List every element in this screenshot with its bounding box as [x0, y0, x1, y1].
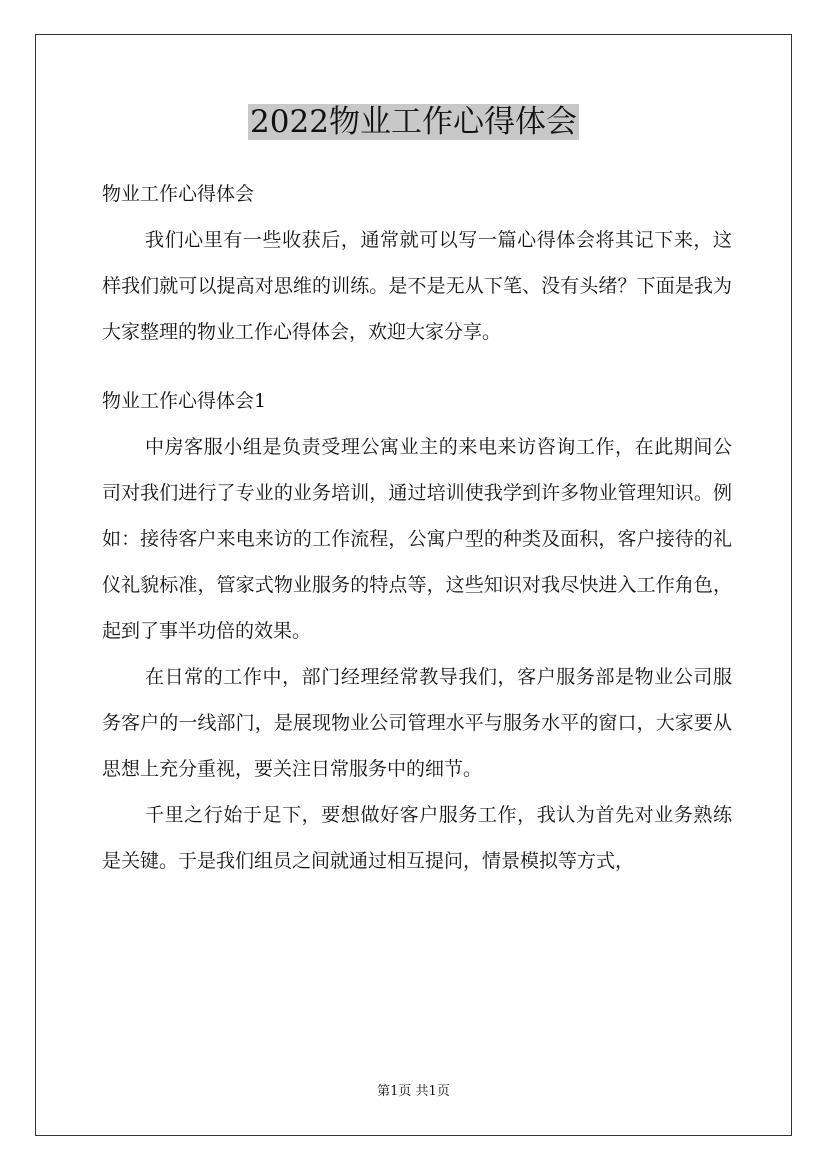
body-paragraph-2: 在日常的工作中，部门经理经常教导我们，客户服务部是物业公司服务客户的一线部门，是展现物业公司管理水平与服务水平的窗口，大家要从思想上充分重视，要关注日常服务中的细节。 [102, 666, 732, 780]
section-heading: 物业工作心得体会1 [102, 390, 267, 412]
body-paragraph-1: 中房客服小组是负责受理公寓业主的来电来访咨询工作，在此期间公司对我们进行了专业的业务培训，通过培训使我学到许多物业管理知识。例如：接待客户来电来访的工作流程，公寓户型的种类及面积，客户接待的礼仪礼貌标准，管家式物业服务的特点等，这些知识对我尽快进入工作角色，起到了事半功倍的效果。 [102, 436, 732, 642]
body-paragraph-3: 千里之行始于足下，要想做好客户服务工作，我认为首先对业务熟练是关键。于是我们组员之间就通过相互提问，情景模拟等方式， [102, 804, 732, 872]
section-gap [102, 355, 732, 378]
document-title [0, 100, 827, 144]
intro-paragraph: 我们心里有一些收获后，通常就可以写一篇心得体会将其记下来，这样我们就可以提高对思维的训练。是不是无从下笔、没有头绪？下面是我为大家整理的物业工作心得体会，欢迎大家分享。 [102, 229, 732, 343]
document-title-text: 2022物业工作心得体会 [250, 104, 577, 140]
page-footer: 第1页 共1页 [377, 1084, 450, 1099]
document-body [102, 171, 732, 884]
intro-heading: 物业工作心得体会 [102, 183, 255, 205]
